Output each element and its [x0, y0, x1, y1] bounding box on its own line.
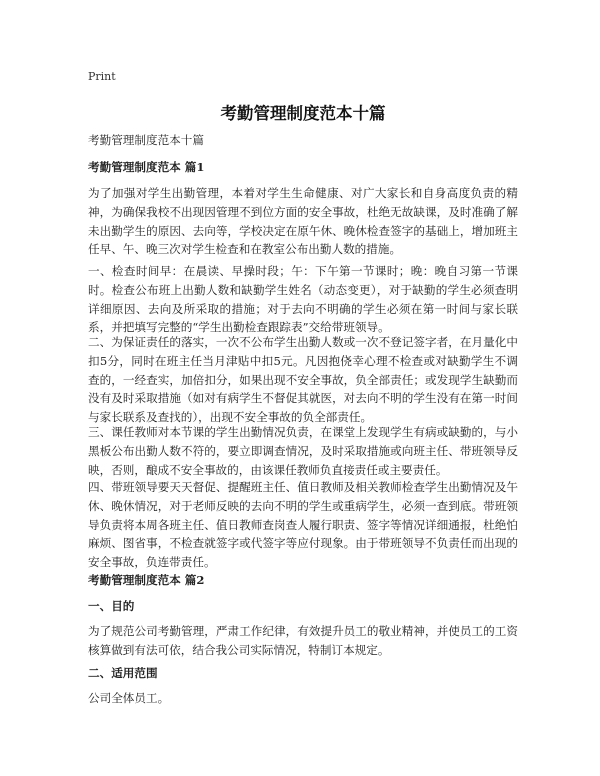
section-1-paragraph-2: 一、检查时间早：在晨读、早操时段；午：下午第一节课时；晚：晚自习第一节课时。检查公布班上出勤人数和缺勤学生姓名（动态变更），对于缺勤的学生必须查明详细原因、去向及所采取的措施；对于去向不明确的学生必须在第一时间与家长联系，并把填写完整的“学生出勤检查跟踪表”交给带班领导。 — [88, 264, 518, 335]
document-subtitle: 考勤管理制度范本十篇 — [88, 133, 204, 147]
section-1-paragraph-4: 三、课任教师对本节课的学生出勤情况负责，在课堂上发现学生有病或缺勤的，与小黑板公布出勤人数不符的，要立即调查情况，及时采取措施或向班主任、带班领导反映，否则，酿成不安全事故的，由该课任教师负直接责任或主要责任。 — [88, 425, 518, 477]
section-1-paragraph-1: 为了加强对学生出勤管理，本着对学生生命健康、对广大家长和自身高度负责的精神，为确保我校不出现因管理不到位方面的安全事故，杜绝无故缺课，及时准确了解未出勤学生的原因、去向等，学校决定在原午休、晚休检查签字的基础上，增加班主任早、午、晚三次对学生检查和在教室公布出勤人数的措施。 — [88, 186, 518, 257]
section-2-subheading-purpose: 一、目的 — [88, 599, 135, 613]
section-2-paragraph-purpose: 为了规范公司考勤管理，严肃工作纪律，有效提升员工的敬业精神，并使员工的工资核算做到有法可依，结合我公司实际情况，特制订本规定。 — [88, 624, 518, 657]
document-title: 考勤管理制度范本十篇 — [220, 104, 386, 123]
section-1-paragraph-3: 二、为保证责任的落实，一次不公布学生出勤人数或一次不登记签字者，在月量化中扣5分，同时在班主任当月津贴中扣5元。凡因抱侥幸心理不检查或对缺勤学生不调查的，一经查实，加倍扣分，如果出现不安全事故，负全部责任；或发现学生缺勤而没有及时采取措施（如对有病学生不督促其就医，对去向不明的学生没有在第一时间与家长联系及查找的），出现不安全事故的负全部责任。 — [88, 335, 518, 425]
section-2-heading: 考勤管理制度范本 篇2 — [88, 573, 205, 587]
section-1-heading: 考勤管理制度范本 篇1 — [88, 160, 205, 174]
section-1-paragraph-5: 四、带班领导要天天督促、提醒班主任、值日教师及相关教师检查学生出勤情况及午休、晚休情况，对于老师反映的去向不明的学生或重病学生，必须一查到底。带班领导负责将本周各班主任、值日教师查岗查人履行职责、签字等情况详细通报，杜绝怕麻烦、图省事，不检查就签字或代签字等应付现象。由于带班领导不负责任而出现的安全事故，负连带责任。 — [88, 480, 518, 570]
print-link[interactable]: Print — [88, 70, 116, 83]
section-2-paragraph-scope: 公司全体员工。 — [88, 691, 170, 705]
section-2-subheading-scope: 二、适用范围 — [88, 666, 158, 680]
